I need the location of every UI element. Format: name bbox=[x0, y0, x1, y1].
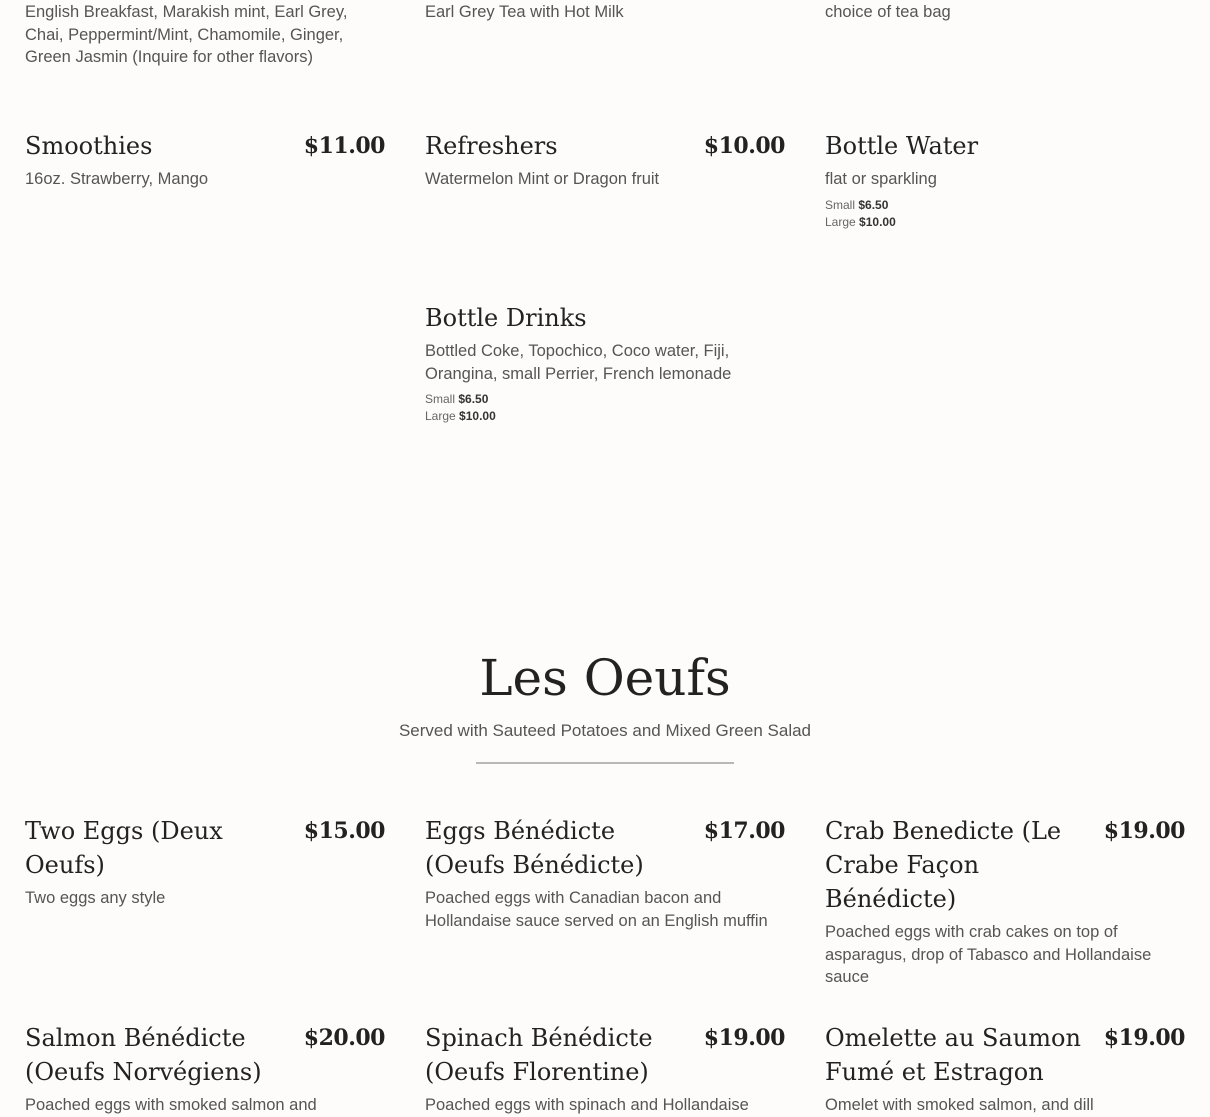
section-divider bbox=[476, 762, 734, 764]
item-name: Spinach Bénédicte (Oeufs Florentine) bbox=[425, 1024, 653, 1086]
item-description: Poached eggs with Canadian bacon and Hollandaise sauce served on an English muffin bbox=[425, 889, 768, 930]
item-description: Bottled Coke, Topochico, Coco water, Fiji, Orangina, small Perrier, French lemonade bbox=[425, 342, 732, 383]
menu-item-eggs-benedict bbox=[425, 814, 785, 932]
item-name: Crab Benedicte (Le Crabe Façon Bénédicte) bbox=[825, 817, 1062, 913]
item-description: Poached eggs with crab cakes on top of asparagus, drop of Tabasco and Hollandaise sauce bbox=[825, 923, 1152, 986]
item-description: English Breakfast, Marakish mint, Earl Grey, Chai, Peppermint/Mint, Chamomile, Ginger, Green Jasmin (Inquire for other flavors) bbox=[25, 3, 348, 66]
size-small bbox=[425, 391, 785, 408]
section-title: Les Oeufs bbox=[479, 649, 731, 707]
item-description: choice of tea bag bbox=[825, 3, 951, 21]
item-description: Two eggs any style bbox=[25, 889, 166, 907]
item-description: 16oz. Strawberry, Mango bbox=[25, 170, 209, 188]
menu-item-smoothies bbox=[25, 129, 385, 191]
size-price: $10.00 bbox=[859, 214, 896, 229]
item-price: $19.00 bbox=[1103, 1025, 1185, 1051]
size-small bbox=[825, 197, 1185, 214]
item-name: Eggs Bénédicte (Oeufs Bénédicte) bbox=[425, 817, 644, 879]
menu-item-two-eggs bbox=[25, 814, 385, 910]
size-large bbox=[425, 408, 785, 425]
menu-item-omelette-saumon bbox=[825, 1021, 1185, 1117]
item-name: Smoothies bbox=[25, 132, 153, 160]
item-name: Two Eggs (Deux Oeufs) bbox=[25, 817, 223, 879]
size-prices bbox=[425, 391, 785, 425]
item-price: $10.00 bbox=[703, 133, 785, 159]
item-description: Poached eggs with smoked salmon and bbox=[25, 1096, 317, 1114]
item-description: Poached eggs with spinach and Hollandaise bbox=[425, 1096, 749, 1114]
size-label: Small bbox=[425, 392, 456, 406]
menu-item-bottle-drinks bbox=[425, 301, 785, 425]
menu-item-bottle-water bbox=[825, 129, 1185, 231]
item-price: $19.00 bbox=[1103, 818, 1185, 844]
size-price: $6.50 bbox=[858, 197, 889, 212]
item-price: $19.00 bbox=[703, 1025, 785, 1051]
item-name: Omelette au Saumon Fumé et Estragon bbox=[825, 1024, 1081, 1086]
item-description: Earl Grey Tea with Hot Milk bbox=[425, 3, 624, 21]
size-label: Large bbox=[825, 214, 856, 229]
size-price: $6.50 bbox=[458, 392, 489, 406]
size-label: Large bbox=[425, 409, 456, 423]
item-name: Bottle Water bbox=[825, 132, 979, 160]
size-label: Small bbox=[825, 197, 856, 212]
section-subtitle: Served with Sauteed Potatoes and Mixed Green Salad bbox=[398, 721, 812, 740]
item-price: $17.00 bbox=[703, 818, 785, 844]
item-price: $11.00 bbox=[303, 133, 385, 159]
item-description: flat or sparkling bbox=[825, 170, 937, 188]
menu-item-salmon-benedict bbox=[25, 1021, 385, 1117]
item-description: Omelet with smoked salmon, and dill bbox=[825, 1096, 1094, 1114]
size-large bbox=[825, 214, 1185, 231]
item-price: $20.00 bbox=[303, 1025, 385, 1051]
menu-item-crab-benedict bbox=[825, 814, 1185, 989]
item-name: Refreshers bbox=[425, 132, 558, 160]
menu-item-tea-bag-partial bbox=[825, 1, 1185, 24]
menu-item-tea-partial bbox=[25, 1, 385, 69]
item-description: Watermelon Mint or Dragon fruit bbox=[425, 170, 660, 188]
item-price: $15.00 bbox=[303, 818, 385, 844]
size-prices bbox=[825, 197, 1185, 231]
menu-item-refreshers bbox=[425, 129, 785, 191]
item-name: Bottle Drinks bbox=[425, 304, 587, 332]
menu-item-spinach-benedict bbox=[425, 1021, 785, 1117]
menu-item-tea-latte-partial bbox=[425, 1, 785, 24]
size-price: $10.00 bbox=[459, 409, 496, 423]
item-name: Salmon Bénédicte (Oeufs Norvégiens) bbox=[25, 1024, 262, 1086]
